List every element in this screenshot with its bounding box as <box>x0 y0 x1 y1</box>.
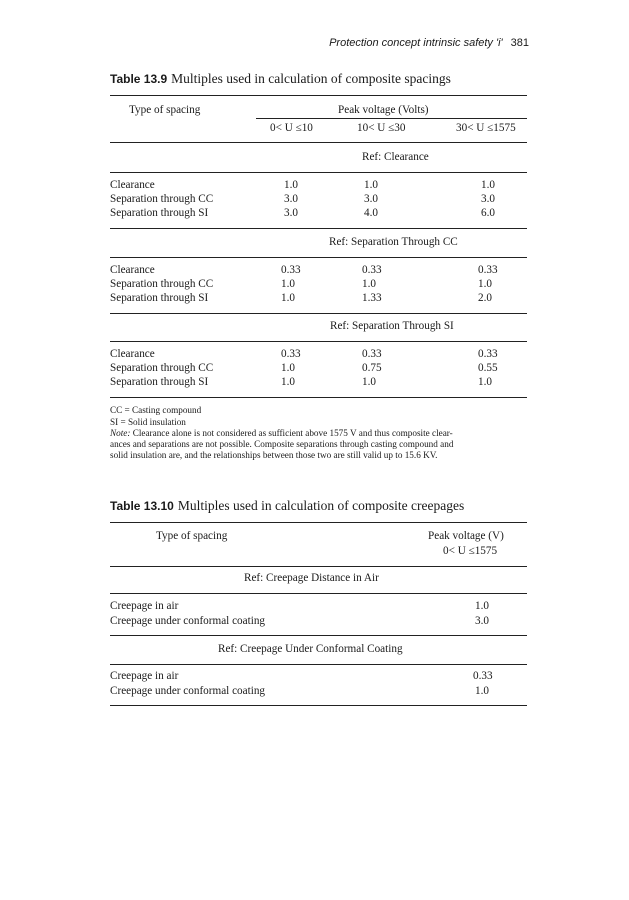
footnote-note-line-3: solid insulation are, and the relationships between those two are still valid up to 15.6 KV. <box>110 450 438 460</box>
table-13-10-header-rule <box>110 566 527 567</box>
cell-value: 3.0 <box>284 207 298 219</box>
table-13-9-caption <box>110 71 451 87</box>
table-13-9-label: Table 13.9 <box>110 72 168 86</box>
row-label: Clearance <box>110 179 155 191</box>
cell-value: 1.0 <box>281 362 295 374</box>
cell-value: 1.0 <box>362 376 376 388</box>
table-13-9-peak-underline <box>256 118 527 119</box>
cell-value: 1.0 <box>364 179 378 191</box>
section-ref-separation-cc: Ref: Separation Through CC <box>329 236 458 248</box>
page-number: 381 <box>510 37 529 49</box>
cell-value: 1.0 <box>281 292 295 304</box>
cell-value: 0.33 <box>473 670 493 682</box>
table-13-9-range-1: 0< U ≤10 <box>270 122 313 134</box>
section-rule <box>110 341 527 342</box>
table-13-9-top-rule <box>110 95 527 96</box>
row-label: Creepage in air <box>110 670 179 682</box>
cell-value: 1.33 <box>362 292 382 304</box>
footnote-note-line-1: Note: Clearance alone is not considered as sufficient above 1575 V and thus composite clear- <box>110 428 453 438</box>
cell-value: 1.0 <box>362 278 376 290</box>
row-label: Clearance <box>110 264 155 276</box>
section-rule <box>110 257 527 258</box>
cell-value: 1.0 <box>284 179 298 191</box>
table-13-10-label: Table 13.10 <box>110 499 174 513</box>
section-rule <box>110 172 527 173</box>
table-13-10-range: 0< U ≤1575 <box>443 545 498 557</box>
row-label: Clearance <box>110 348 155 360</box>
cell-value: 2.0 <box>478 292 492 304</box>
table-13-10-col-peak: Peak voltage (V) <box>428 530 504 542</box>
table-13-9-range-3: 30< U ≤1575 <box>456 122 516 134</box>
section-ref-clearance: Ref: Clearance <box>362 151 429 163</box>
cell-value: 1.0 <box>281 376 295 388</box>
cell-value: 1.0 <box>481 179 495 191</box>
table-13-10-top-rule <box>110 522 527 523</box>
cell-value: 0.33 <box>281 348 301 360</box>
row-label: Creepage under conformal coating <box>110 685 266 697</box>
cell-value: 3.0 <box>284 193 298 205</box>
row-label: Separation through SI <box>110 207 209 219</box>
row-label: Creepage in air <box>110 600 179 612</box>
cell-value: 4.0 <box>364 207 378 219</box>
section-rule <box>110 313 527 314</box>
table-13-9-title: Multiples used in calculation of composite spacings <box>171 71 451 86</box>
cell-value: 3.0 <box>475 615 489 627</box>
cell-value: 1.0 <box>281 278 295 290</box>
row-label: Separation through SI <box>110 376 209 388</box>
footnote-cc: CC = Casting compound <box>110 405 202 415</box>
section-ref-separation-si: Ref: Separation Through SI <box>330 320 454 332</box>
row-label: Separation through CC <box>110 193 214 205</box>
section-ref-creepage-air: Ref: Creepage Distance in Air <box>244 572 379 584</box>
row-label: Separation through CC <box>110 278 214 290</box>
section-rule <box>110 228 527 229</box>
table-13-10-title: Multiples used in calculation of composite creepages <box>177 498 465 513</box>
cell-value: 0.33 <box>478 348 498 360</box>
cell-value: 1.0 <box>475 685 489 697</box>
footnote-note-line-2: ances and separations are not possible. Composite separations through casting compound and <box>110 439 454 449</box>
table-13-10-col-type: Type of spacing <box>156 530 228 542</box>
cell-value: 0.55 <box>478 362 498 374</box>
cell-value: 0.33 <box>362 348 382 360</box>
row-label: Creepage under conformal coating <box>110 615 266 627</box>
note-label: Note: <box>110 428 131 438</box>
cell-value: 3.0 <box>364 193 378 205</box>
section-ref-creepage-conformal: Ref: Creepage Under Conformal Coating <box>218 643 403 655</box>
table-13-9-range-2: 10< U ≤30 <box>357 122 406 134</box>
cell-value: 1.0 <box>478 278 492 290</box>
running-header-title: Protection concept intrinsic safety 'i' <box>329 37 503 49</box>
section-rule <box>110 635 527 636</box>
table-13-9-header-rule <box>110 142 527 143</box>
section-rule <box>110 664 527 665</box>
row-label: Separation through SI <box>110 292 209 304</box>
row-label: Separation through CC <box>110 362 214 374</box>
cell-value: 0.33 <box>281 264 301 276</box>
table-13-9-bottom-rule <box>110 397 527 398</box>
cell-value: 1.0 <box>478 376 492 388</box>
running-header <box>329 37 529 49</box>
cell-value: 0.33 <box>362 264 382 276</box>
table-13-9-col-type: Type of spacing <box>129 104 201 116</box>
cell-value: 0.75 <box>362 362 382 374</box>
cell-value: 3.0 <box>481 193 495 205</box>
cell-value: 6.0 <box>481 207 495 219</box>
table-13-9-col-peak: Peak voltage (Volts) <box>338 104 429 116</box>
section-rule <box>110 593 527 594</box>
table-13-10-bottom-rule <box>110 705 527 706</box>
cell-value: 0.33 <box>478 264 498 276</box>
footnote-si: SI = Solid insulation <box>110 417 186 427</box>
table-13-10-caption <box>110 498 464 514</box>
cell-value: 1.0 <box>475 600 489 612</box>
